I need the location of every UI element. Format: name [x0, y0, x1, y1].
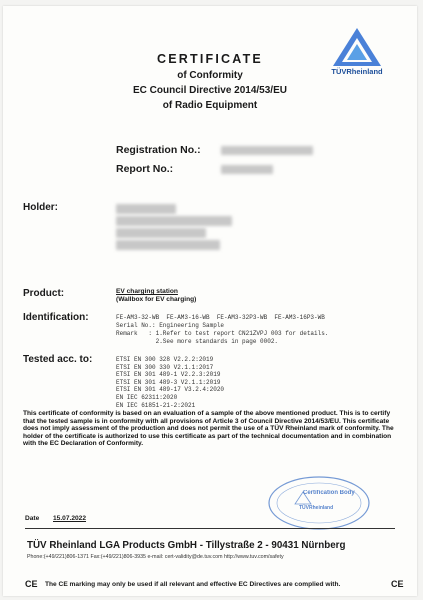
subtitle-2: EC Council Directive 2014/53/EU	[133, 85, 287, 96]
holder-label: Holder:	[23, 202, 58, 213]
certification-stamp-icon	[265, 474, 373, 532]
stamp-text-mid: TÜVRheinland	[299, 505, 334, 511]
registration-value-redacted	[221, 146, 313, 155]
subtitle-1: of Conformity	[177, 70, 243, 81]
logo-text: TÜVRheinland	[331, 67, 383, 76]
holder-redacted-3	[116, 228, 206, 238]
signature-line	[25, 528, 395, 529]
ce-statement: The CE marking may only be used if all relevant and effective EC Directives are complied with.	[45, 581, 341, 588]
registration-label: Registration No.:	[116, 144, 201, 156]
product-description: (Wallbox for EV charging)	[116, 296, 197, 303]
standard-item: ETSI EN 301 489-17 V3.2.4:2020	[116, 386, 225, 394]
identification-remark-1: Remark : 1.Refer to test report CN21ZVPJ 003 for details.	[116, 330, 329, 337]
standard-item: ETSI EN 301 489-1 V2.2.3:2019	[116, 371, 221, 379]
page-title: CERTIFICATE	[157, 52, 263, 66]
footer-company: TÜV Rheinland LGA Products GmbH - Tillystraße 2 - 90431 Nürnberg	[27, 540, 346, 551]
report-label: Report No.:	[116, 163, 174, 175]
product-label: Product:	[23, 288, 65, 299]
ce-mark-icon-right: CE	[391, 579, 404, 589]
identification-models: FE-AM3-32-WB FE-AM3-16-WB FE-AM3-32P3-WB FE-AM3-16P3-WB	[116, 314, 325, 321]
date-value: 15.07.2022	[53, 515, 87, 522]
date-label: Date	[25, 515, 40, 522]
tested-label: Tested acc. to:	[23, 354, 93, 365]
report-value-redacted	[221, 165, 273, 174]
standard-item: EN IEC 62311:2020	[116, 393, 178, 401]
standard-item: ETSI EN 300 328 V2.2.2:2019	[116, 356, 214, 363]
subtitle-3: of Radio Equipment	[162, 100, 258, 111]
holder-redacted-1	[116, 204, 176, 214]
holder-redacted-2	[116, 216, 232, 226]
standard-item: ETSI EN 300 330 V2.1.1:2017	[116, 363, 214, 371]
product-name: EV charging station	[116, 288, 178, 295]
footer-contact: Phone:(+49/221)806-1371 Fax:(+49/221)806-3935 e-mail: cert-validity@de.tuv.com http://www.tuv.com/safety	[27, 554, 284, 560]
standard-item: EN IEC 61851-21-2:2021	[116, 401, 196, 409]
conformity-statement: This certificate of conformity is based on an evaluation of a sample of the above mentioned product. This is to certify that the tested sample is in conformity with all provisions of Article 3 of Council Directive 2014/53/EU. This certificate does not imply assessment of the production and does not permit the use of a TÜV Rheinland mark of conformity. The holder of the certificate is authorized to use this certificate as part of the technical documentation and in combination with the EC Declaration of Conformity.	[23, 410, 394, 448]
standards-list	[116, 356, 224, 409]
stamp-text-top: Certification Body	[303, 490, 355, 496]
certificate-page	[3, 6, 417, 596]
identification-serial: Serial No.: Engineering Sample	[116, 322, 225, 329]
ce-mark-icon: CE	[25, 579, 38, 589]
identification-label: Identification:	[23, 312, 89, 323]
identification-remark-2: 2.See more standards in page 0002.	[116, 338, 279, 345]
holder-redacted-4	[116, 240, 220, 250]
standard-item: ETSI EN 301 489-3 V2.1.1:2019	[116, 378, 221, 386]
